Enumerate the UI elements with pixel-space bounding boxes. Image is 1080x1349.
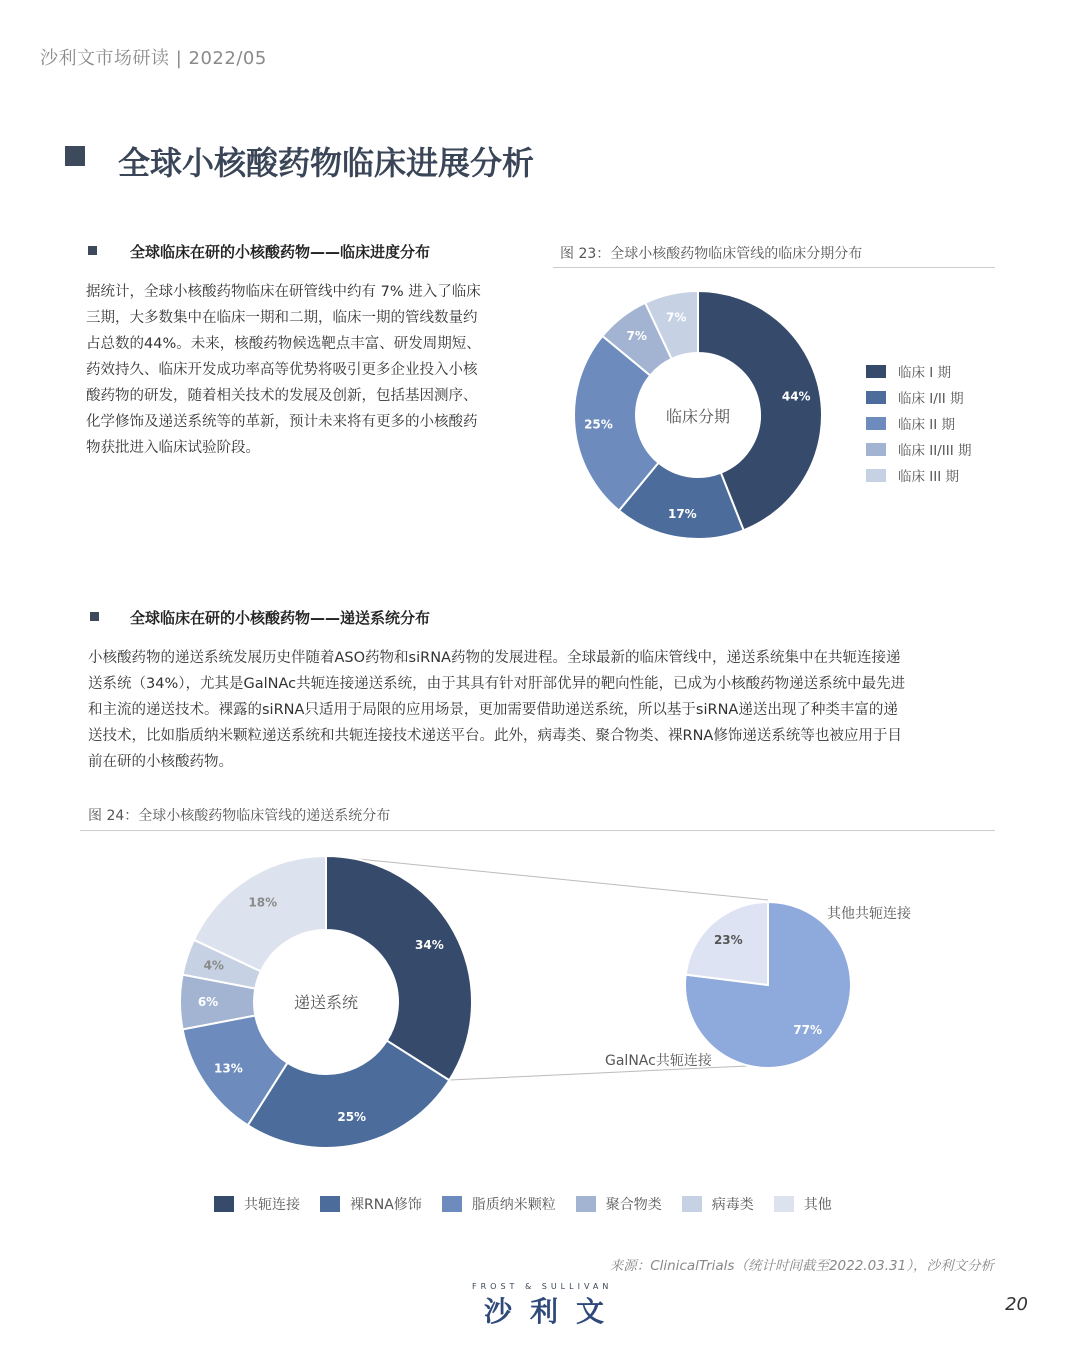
page-title: 全球小核酸药物临床进展分析 xyxy=(118,144,535,182)
legend-item xyxy=(866,410,972,436)
section1-title: 全球临床在研的小核酸药物——临床进度分布 xyxy=(130,243,431,261)
fig24-sub-data-label: 23% xyxy=(713,932,743,947)
legend-label: 其他 xyxy=(803,1197,832,1213)
section2-title: 全球临床在研的小核酸药物——递送系统分布 xyxy=(130,609,431,627)
figure23-donut-chart xyxy=(560,280,840,550)
legend-label: 聚合物类 xyxy=(605,1197,662,1213)
logo-shaliwen: 沙利文 xyxy=(484,1295,623,1328)
figure24-center-label: 递送系统 xyxy=(293,993,359,1012)
legend-label: 共轭连接 xyxy=(244,1197,300,1213)
fig23-data-label: 7% xyxy=(626,328,647,343)
paragraph-line: 三期，大多数集中在临床一期和二期，临床一期的管线数量约 xyxy=(86,310,478,326)
figure24-legend xyxy=(214,1194,852,1214)
legend-swatch xyxy=(866,391,886,404)
legend-label: 临床 II 期 xyxy=(898,417,956,433)
pie3-label-other-conjugation: 其他共轭连接 xyxy=(827,906,911,922)
legend-swatch xyxy=(866,417,886,430)
legend-label: 脂质纳米颗粒 xyxy=(471,1197,556,1213)
legend-label: 裸RNA修饰 xyxy=(350,1197,422,1213)
fig24-sub-data-label: 77% xyxy=(793,1023,823,1038)
page-header: 沙利文市场研读 | 2022/05 xyxy=(40,48,267,69)
fig24-data-label: 4% xyxy=(203,958,224,973)
fig23-data-label: 17% xyxy=(667,506,697,521)
page-number: 20 xyxy=(1005,1294,1028,1315)
fig24-data-label: 18% xyxy=(248,895,278,910)
fig24-slice xyxy=(326,856,472,1080)
legend-swatch xyxy=(866,365,886,378)
fig24-data-label: 34% xyxy=(415,938,444,953)
section1-bullet-icon xyxy=(88,246,97,255)
figure23-legend xyxy=(866,358,972,488)
legend-label: 临床 I 期 xyxy=(898,365,952,381)
figure23-divider xyxy=(553,267,995,268)
section2-bullet-icon xyxy=(90,612,99,621)
legend-item xyxy=(576,1194,662,1214)
source-note: 来源：ClinicalTrials（统计时间截至2022.03.31），沙利文分析 xyxy=(609,1258,994,1274)
legend-swatch xyxy=(866,443,886,456)
pie3-label-galnac: GalNAc共轭连接 xyxy=(605,1053,712,1069)
legend-item xyxy=(442,1194,556,1214)
paragraph-line: 据统计，全球小核酸药物临床在研管线中约有 7% 进入了临床 xyxy=(86,284,481,300)
figure24-chart xyxy=(160,840,911,1160)
paragraph-line: 和主流的递送技术。裸露的siRNA只适用于局限的应用场景，更加需要借助递送系统，所以基于siRNA递送出现了种类丰富的递 xyxy=(88,702,898,718)
paragraph-line: 占总数的44%。未来，核酸药物候选靶点丰富、研发周期短、 xyxy=(86,336,481,352)
legend-item xyxy=(320,1194,422,1214)
legend-swatch xyxy=(866,469,886,482)
logo-frost-sullivan: FROST & SULLIVAN xyxy=(472,1282,613,1291)
paragraph-line: 前在研的小核酸药物。 xyxy=(88,754,233,770)
legend-label: 临床 III 期 xyxy=(898,469,960,485)
legend-label: 临床 I/II 期 xyxy=(898,391,964,407)
legend-swatch xyxy=(682,1196,702,1212)
legend-item xyxy=(774,1194,832,1214)
section2-paragraph xyxy=(88,645,998,775)
legend-swatch xyxy=(576,1196,596,1212)
fig24-data-label: 25% xyxy=(337,1110,367,1125)
fig24-data-label: 6% xyxy=(197,995,219,1009)
fig24-data-label: 13% xyxy=(214,1061,243,1076)
paragraph-line: 化学修饰及递送系统等的革新，预计未来将有更多的小核酸药 xyxy=(86,414,478,430)
figure23-center-label: 临床分期 xyxy=(665,407,731,426)
legend-swatch xyxy=(442,1196,462,1212)
title-square-icon xyxy=(65,146,85,166)
legend-swatch xyxy=(774,1196,794,1212)
paragraph-line: 药效持久、临床开发成功率高等优势将吸引更多企业投入小核 xyxy=(86,362,478,378)
legend-item xyxy=(866,358,972,384)
paragraph-line: 物获批进入临床试验阶段。 xyxy=(86,440,260,456)
section1-paragraph xyxy=(86,279,536,461)
fig23-data-label: 44% xyxy=(781,389,811,404)
legend-swatch xyxy=(320,1196,340,1212)
legend-label: 病毒类 xyxy=(711,1197,754,1213)
legend-swatch xyxy=(214,1196,234,1212)
paragraph-line: 酸药物的研发，随着相关技术的发展及创新，包括基因测序、 xyxy=(86,388,478,404)
legend-item xyxy=(866,384,972,410)
fig23-data-label: 7% xyxy=(665,310,687,325)
legend-item xyxy=(866,462,972,488)
figure24-caption: 图 24：全球小核酸药物临床管线的递送系统分布 xyxy=(88,808,391,824)
paragraph-line: 送技术，比如脂质纳米颗粒递送系统和共轭连接技术递送平台。此外，病毒类、聚合物类、裸RNA修饰递送系统等也被应用于目 xyxy=(88,728,902,744)
legend-item xyxy=(866,436,972,462)
paragraph-line: 小核酸药物的递送系统发展历史伴随着ASO药物和siRNA药物的发展进程。全球最新的临床管线中，递送系统集中在共轭连接递 xyxy=(88,650,901,666)
legend-item xyxy=(214,1194,300,1214)
figure23-caption: 图 23：全球小核酸药物临床管线的临床分期分布 xyxy=(560,246,863,262)
legend-label: 临床 II/III 期 xyxy=(898,443,972,459)
fig23-data-label: 25% xyxy=(584,417,613,432)
paragraph-line: 送系统（34%），尤其是GalNAc共轭连接递送系统，由于其具有针对肝部优异的靶向性能，已成为小核酸药物递送系统中最先进 xyxy=(88,676,906,692)
figure24-divider xyxy=(80,830,995,831)
legend-item xyxy=(682,1194,754,1214)
